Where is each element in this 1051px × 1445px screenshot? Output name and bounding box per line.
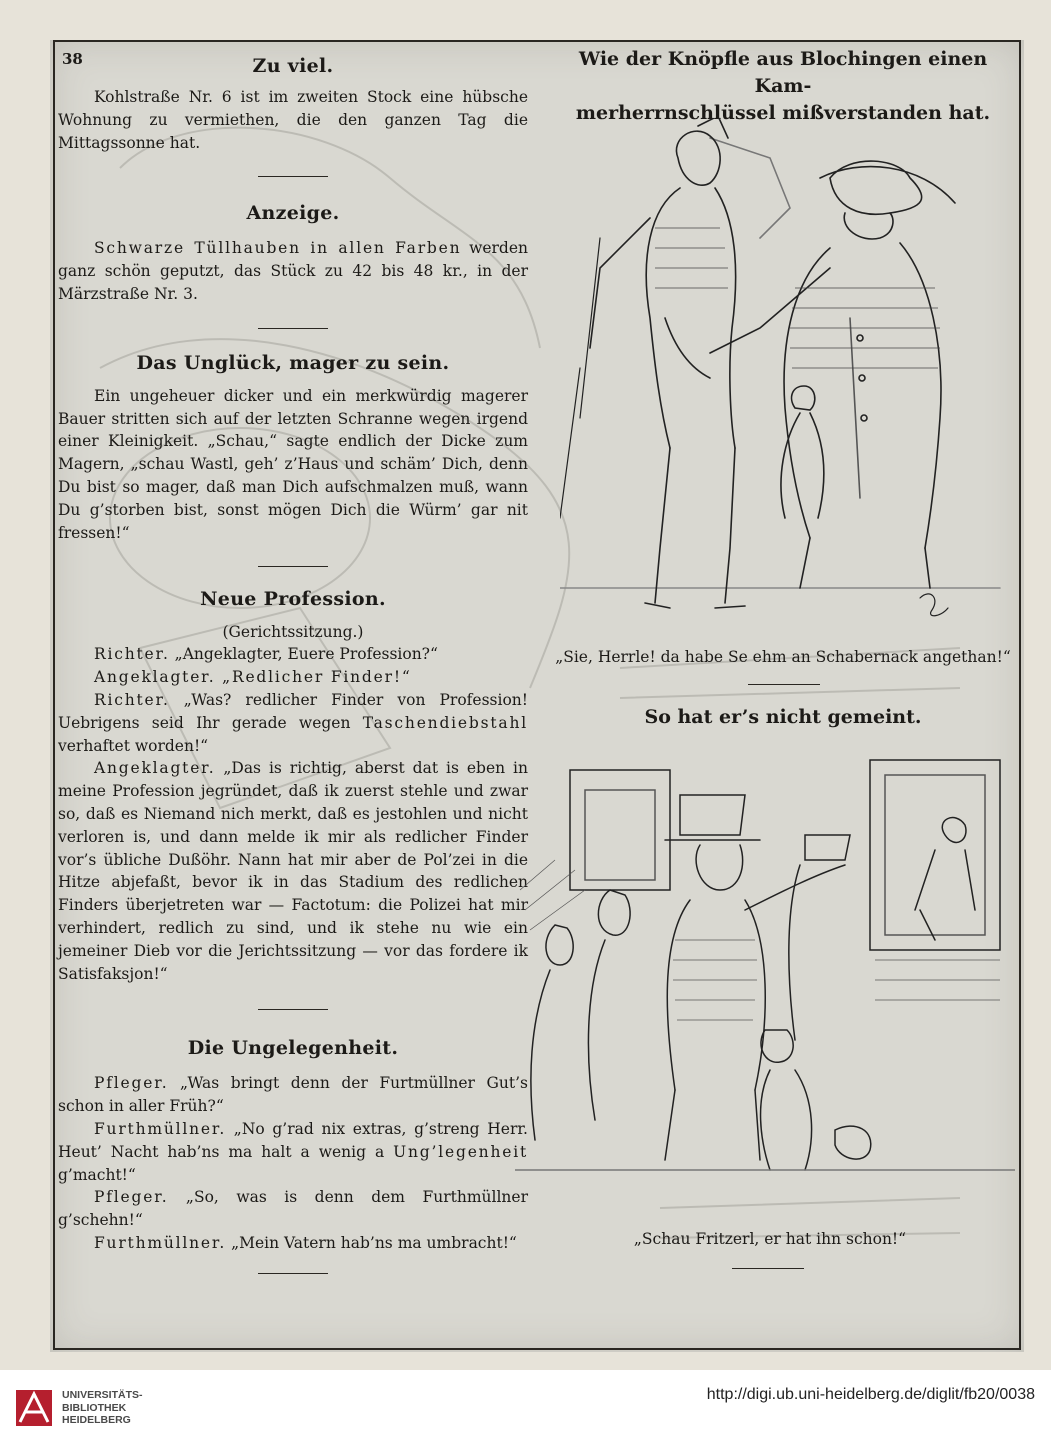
speaker-name: Pfleger. (94, 1188, 169, 1207)
dialogue-line (58, 689, 528, 757)
illustration-title-so-hat-ers: So hat er’s nicht gemeint. (644, 706, 922, 728)
section-body-unglueck: Ein ungeheuer dicker und ein merkwürdig magerer Bauer stritten sich auf der letzten Schranne wegen irgend einer Kleinigkeit. „Schau,“ sagte endlich der Dicke zum Magern, „schau Wastl, geh’ z’Haus und schäm’ Dich, denn Du bist so mager, daß man Dich aufschmalzen muß, wann Du g’storben bist, sonst mögen Dich die Würm’ gar nit fressen!“ (58, 386, 528, 542)
section-body-anzeige (58, 237, 528, 305)
dialogue-text: „So, was is denn dem Furthmüllner g’schehn!“ (58, 1188, 528, 1230)
dialogue-text: verhaftet worden!“ (58, 736, 209, 755)
dialogue-text: „Angeklagter, Euere Profession?“ (169, 645, 438, 664)
caption-knoepfle: „Sie, Herrle! da habe Se ehm an Schabernack angethan!“ (555, 648, 1011, 666)
speaker-name: Richter. (94, 645, 170, 664)
section-title-neue-profession: Neue Profession. (200, 588, 386, 611)
section-title-ungelegenheit: Die Ungelegenheit. (187, 1037, 399, 1060)
separator-rule (732, 1268, 804, 1269)
illustration-title-line-1: Wie der Knöpfle aus Blochingen einen Kam- (578, 48, 988, 97)
dialogue-text: „Was? redlicher Finder von Profession! Uebrigens seid Ihr gerade wegen (58, 690, 528, 732)
institution-line: BIBLIOTHEK (62, 1401, 127, 1414)
illustration-knoepfle (560, 118, 1010, 638)
dialogue-line (58, 1072, 528, 1118)
section-body-zu-viel: Kohlstraße Nr. 6 ist im zweiten Stock eine hübsche Wohnung zu vermiethen, die den ganzen Tag die Mittagssonne hat. (58, 88, 528, 152)
dialogue-text: g’macht!“ (58, 1165, 136, 1184)
institution-name (62, 1389, 143, 1427)
illustration-title-line-2: merherrnschlüssel mißverstanden hat. (575, 102, 991, 124)
institution-line: UNIVERSITÄTS- (62, 1389, 143, 1401)
speaker-name: Furthmüllner. (94, 1233, 227, 1252)
right-column (548, 46, 1018, 127)
dialogue-line (58, 757, 528, 985)
page-number: 38 (62, 50, 83, 68)
spaced-emphasis: Schwarze Tüllhauben in allen Farben (94, 239, 462, 258)
dialogue-line (58, 1186, 528, 1232)
speaker-name: Angeklagter. (94, 759, 216, 778)
spaced-emphasis: Ung’legenheit (393, 1142, 528, 1161)
spaced-emphasis: Taschendiebstahl (362, 713, 528, 732)
institution-line: HEIDELBERG (62, 1414, 131, 1426)
speaker-name: Pfleger. (94, 1074, 169, 1093)
dialogue-text: „Das is richtig, aberst dat is eben in meine Profession jegründet, daß ik zuerst stehle und zwar so, daß es Niemand nich merkt, daß es jestohlen und nicht verloren is, und dann melde ik mir als redlicher Finder vor’s übliche Dußöhr. Nann hat mir aber de Pol’zei in die Hitze abjefaßt, bevor ik in das Stadium des redlichen Finders überjetreten war — Factotum: die Polizei hat mir verhindert, redlich zu sind, und ik stehe nu wie ein jemeiner Dieb vor die Jerichtssitzung — vor das fordere ik Satisfaksjon!“ (58, 759, 528, 983)
digitization-footer (0, 1370, 1051, 1445)
separator-rule (258, 1273, 328, 1274)
dialogue-line (58, 1232, 528, 1255)
dialogue-text: „Redlicher Finder!“ (215, 668, 412, 687)
section-title-unglueck: Das Unglück, mager zu sein. (136, 351, 450, 374)
speaker-name: Angeklagter. (94, 668, 216, 687)
dialogue-text: „No g’rad nix extras, g’streng Herr. Heut’ Nacht hab’ns ma halt a wenig a (58, 1119, 528, 1161)
speaker-name: Richter. (94, 690, 170, 709)
speaker-name: Furthmüllner. (94, 1119, 227, 1138)
dialogue-line (58, 1118, 528, 1186)
separator-rule (748, 684, 820, 685)
section-title-anzeige: Anzeige. (246, 202, 340, 225)
illustration-crowd (515, 740, 1015, 1180)
left-column (58, 46, 528, 1274)
section-title-zu-viel: Zu viel. (252, 55, 334, 77)
source-url-link[interactable]: http://digi.ub.uni-heidelberg.de/diglit/fb20/0038 (706, 1386, 1035, 1403)
university-logo-icon (14, 1388, 54, 1428)
dialogue-text: „Mein Vatern hab’ns ma umbracht!“ (226, 1233, 517, 1252)
section-subtitle-gerichtssitzung: (Gerichtssitzung.) (222, 623, 364, 642)
dialogue-line (58, 666, 528, 689)
body-text: werden ganz schön geputzt, das Stück zu 42 bis 48 kr., in der Märzstraße Nr. 3. (58, 239, 528, 303)
caption-crowd: „Schau Fritzerl, er hat ihn schon!“ (633, 1230, 907, 1248)
dialogue-text: „Was bringt denn der Furtmüllner Gut’s schon in aller Früh?“ (58, 1074, 528, 1116)
dialogue-line (58, 643, 528, 666)
